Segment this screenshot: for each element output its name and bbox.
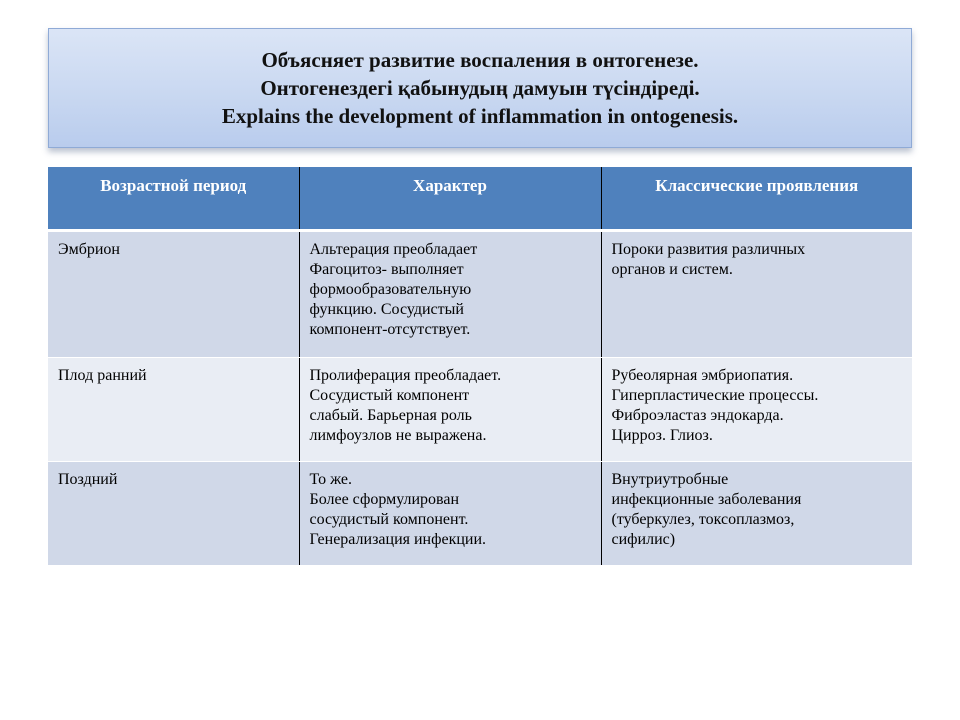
cell-line: Цирроз. Глиоз. (611, 426, 713, 444)
cell-line: функцию. Сосудистый (309, 300, 464, 318)
cell-line: Генерализация инфекции. (309, 530, 487, 548)
cell-line: Пролиферация преобладает. (309, 366, 502, 384)
cell-line: слабый. Барьерная роль (309, 406, 472, 424)
title-line-english: Explains the development of inflammation in ontogenesis. (221, 104, 739, 128)
cell-line: компонент-отсутствует. (309, 320, 471, 338)
cell-manifestations (601, 461, 912, 565)
cell-line: (туберкулез, токсоплазмоз, (611, 510, 795, 528)
table-header-row (48, 167, 912, 230)
cell-period: Поздний (48, 461, 299, 565)
cell-character (299, 357, 601, 461)
cell-character (299, 230, 601, 357)
cell-line: сосудистый компонент. (309, 510, 469, 528)
cell-manifestations (601, 357, 912, 461)
cell-line: Пороки развития различных (611, 240, 806, 258)
cell-period: Плод ранний (48, 357, 299, 461)
cell-line: Более сформулирован (309, 490, 460, 508)
cell-character (299, 461, 601, 565)
cell-line: Альтерация преобладает (309, 240, 478, 258)
table-row (48, 357, 912, 461)
title-line-russian: Объясняет развитие воспаления в онтогенезе. (261, 48, 699, 72)
cell-period: Эмбрион (48, 230, 299, 357)
cell-line: То же. (309, 470, 353, 488)
table-row (48, 230, 912, 357)
table-row (48, 461, 912, 565)
cell-manifestations (601, 230, 912, 357)
cell-line: Рубеолярная эмбриопатия. (611, 366, 794, 384)
inflammation-ontogenesis-table (48, 167, 912, 566)
cell-line: Гиперпластические процессы. (611, 386, 819, 404)
cell-line: Фиброэластаз эндокарда. (611, 406, 784, 424)
cell-line: сифилис) (611, 530, 676, 548)
header-character: Характер (299, 167, 601, 230)
title-box (48, 28, 912, 148)
header-age-period: Возрастной период (48, 167, 299, 230)
cell-line: Фагоцитоз- выполняет (309, 260, 464, 278)
cell-line: Внутриутробные (611, 470, 729, 488)
cell-line: лимфоузлов не выражена. (309, 426, 487, 444)
cell-line: инфекционные заболевания (611, 490, 802, 508)
title-line-kazakh: Онтогенездегі қабынудың дамуын түсіндіреді. (260, 76, 700, 100)
header-classic-manifestations: Классические проявления (601, 167, 912, 230)
cell-line: Сосудистый компонент (309, 386, 470, 404)
cell-line: органов и систем. (611, 260, 733, 278)
cell-line: формообразовательную (309, 280, 472, 298)
